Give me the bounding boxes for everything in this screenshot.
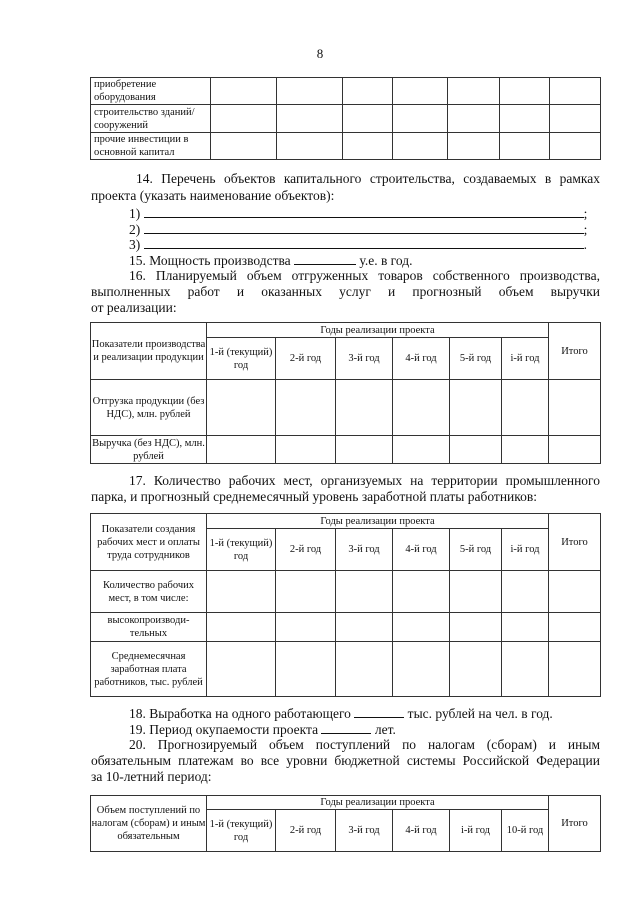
item20-line1: 20. Прогнозируемый объем поступлений по налогам (сборам) и иным	[129, 737, 600, 752]
years-header: Годы реализации проекта	[207, 323, 549, 338]
item20-line2: обязательным платежам во все уровни бюджетной системы Российской Федерации	[91, 753, 600, 768]
investment-table	[90, 77, 601, 160]
year-col: 4-й год	[393, 338, 450, 380]
year-col: 3-й год	[336, 810, 393, 852]
year-col: 1-й (текущий) год	[207, 529, 276, 571]
year-col: 2-й год	[276, 529, 336, 571]
year-col: 1-й (текущий) год	[207, 338, 276, 380]
year-col: i-й год	[502, 338, 549, 380]
table-row-label: приобретение оборудования	[91, 78, 211, 105]
item16-line2: выполненных работ и оказанных услуг и прогнозный объем выручки	[91, 284, 600, 299]
table-row-label: Количество рабочих мест, в том числе:	[91, 571, 207, 613]
item17-line2: парка, и прогнозный среднемесячный уровень заработной платы работников:	[91, 489, 538, 504]
item14-line1: 14. Перечень объектов капитального строительства, создаваемых в рамках	[136, 171, 600, 186]
item16-line1: 16. Планируемый объем отгруженных товаров собственного производства,	[129, 268, 600, 283]
total-header: Итого	[549, 796, 601, 852]
item14-list-1: 1) ;	[129, 206, 588, 221]
page-number: 8	[316, 46, 324, 61]
table-row-label: строительство зданий/сооружений	[91, 105, 211, 133]
jobs-table	[90, 513, 601, 697]
item15: 15. Мощность производства у.е. в год.	[129, 253, 413, 268]
item14-line2: проекта (указать наименование объектов):	[91, 188, 335, 203]
sales-table	[90, 322, 601, 464]
year-col: 3-й год	[336, 529, 393, 571]
item14-list-3: 3) .	[129, 237, 587, 252]
total-header: Итого	[549, 323, 601, 380]
table-row-label: прочие инвестиции в основной капитал	[91, 133, 211, 160]
table-row-label: Отгрузка продукции (без НДС), млн. рублей	[91, 380, 207, 436]
years-header: Годы реализации проекта	[207, 796, 549, 810]
item14-list-2: 2) ;	[129, 222, 588, 237]
year-col: i-й год	[502, 529, 549, 571]
year-col: 4-й год	[393, 529, 450, 571]
year-col: 10-й год	[502, 810, 549, 852]
item17-line1: 17. Количество рабочих мест, организуемых на территории промышленного	[129, 473, 600, 488]
item19: 19. Период окупаемости проекта лет.	[129, 722, 396, 737]
item18: 18. Выработка на одного работающего тыс. рублей на чел. в год.	[129, 706, 553, 721]
indicator-header: Объем поступлений по налогам (сборам) и иным обязательным	[91, 796, 207, 852]
year-col: i-й год	[450, 810, 502, 852]
year-col: 4-й год	[393, 810, 450, 852]
tax-table	[90, 795, 601, 852]
year-col: 5-й год	[450, 338, 502, 380]
years-header: Годы реализации проекта	[207, 514, 549, 529]
year-col: 3-й год	[336, 338, 393, 380]
year-col: 5-й год	[450, 529, 502, 571]
table-row-label: высокопроизводи-тельных	[91, 613, 207, 642]
year-col: 2-й год	[276, 338, 336, 380]
table-row-label: Среднемесячная заработная плата работников, тыс. рублей	[91, 642, 207, 697]
year-col: 2-й год	[276, 810, 336, 852]
year-col: 1-й (текущий) год	[207, 810, 276, 852]
table-row-label: Выручка (без НДС), млн. рублей	[92, 437, 205, 462]
item20-line3: за 10-летний период:	[91, 769, 212, 784]
total-header: Итого	[549, 514, 601, 571]
indicator-header: Показатели создания рабочих мест и оплаты труда сотрудников	[91, 514, 207, 571]
indicator-header: Показатели производства и реализации продукции	[91, 323, 207, 380]
item16-line3: от реализации:	[91, 300, 177, 315]
